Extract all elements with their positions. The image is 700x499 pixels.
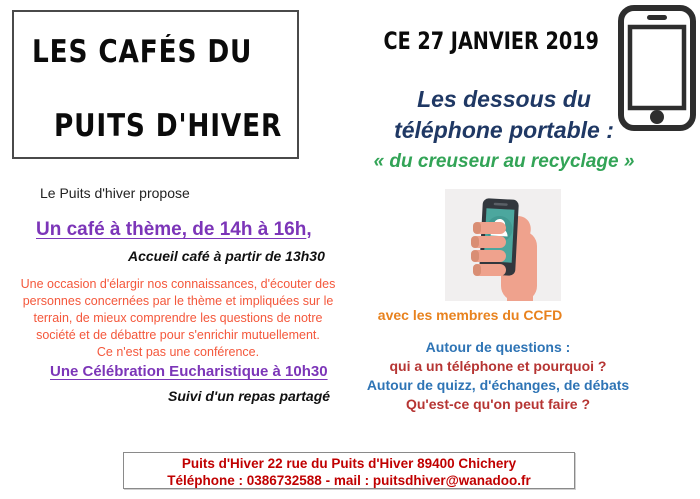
- event-quote: « du creuseur au recyclage »: [373, 151, 635, 172]
- question-line: qui a un téléphone et pourquoi ?: [389, 358, 607, 374]
- footer-address: Puits d'Hiver 22 rue du Puits d'Hiver 89400 Chichery: [181, 456, 517, 471]
- description-line: terrain, de mieux comprendre les questions de notre: [33, 311, 323, 325]
- description-line: société et de débattre pour s'enrichir mutuellement.: [36, 328, 320, 342]
- description-line: Ce n'est pas une conférence.: [96, 345, 260, 359]
- celebration-event-subtitle: Suivi d'un repas partagé: [168, 388, 331, 404]
- title-box: [12, 10, 299, 159]
- ccfd-caption: avec les membres du CCFD: [377, 307, 563, 323]
- intro-text: Le Puits d'hiver propose: [40, 185, 190, 201]
- cafe-event-title-text: Un café à thème, de 14h à 16h: [36, 219, 307, 240]
- cafe-event-title: [36, 219, 312, 241]
- cafe-event-title-comma: ,: [306, 219, 312, 240]
- flyer-title-line2: PUITS D'HIVER: [54, 108, 283, 144]
- description-line: Une occasion d'élargir nos connaissances, d'écouter des: [20, 277, 336, 291]
- event-description: [8, 276, 348, 361]
- footer-contact: Téléphone : 0386732588 - mail : puitsdhiver@wanadoo.fr: [167, 473, 531, 488]
- event-subtitle-line1: Les dessous du: [417, 86, 591, 112]
- footer-contact-box: [123, 452, 575, 489]
- question-line: Autour de quizz, d'échanges, de débats: [366, 377, 630, 393]
- flyer-title-line1: LES CAFÉS DU: [32, 34, 253, 70]
- celebration-event-title: Une Célébration Eucharistique à 10h30: [50, 363, 328, 380]
- event-subtitle: [348, 84, 660, 146]
- hand-holding-phone-illustration: [445, 189, 561, 301]
- questions-block: [362, 338, 634, 414]
- question-line: Autour de questions :: [425, 339, 571, 355]
- question-line: Qu'est-ce qu'on peut faire ?: [405, 396, 590, 412]
- event-subtitle-line2: téléphone portable :: [394, 117, 614, 143]
- description-line: personnes concernées par le thème et impliquées sur le: [22, 294, 334, 308]
- event-date-heading: CE 27 JANVIER 2019: [383, 27, 599, 55]
- cafe-event-subtitle: Accueil café à partir de 13h30: [128, 248, 325, 264]
